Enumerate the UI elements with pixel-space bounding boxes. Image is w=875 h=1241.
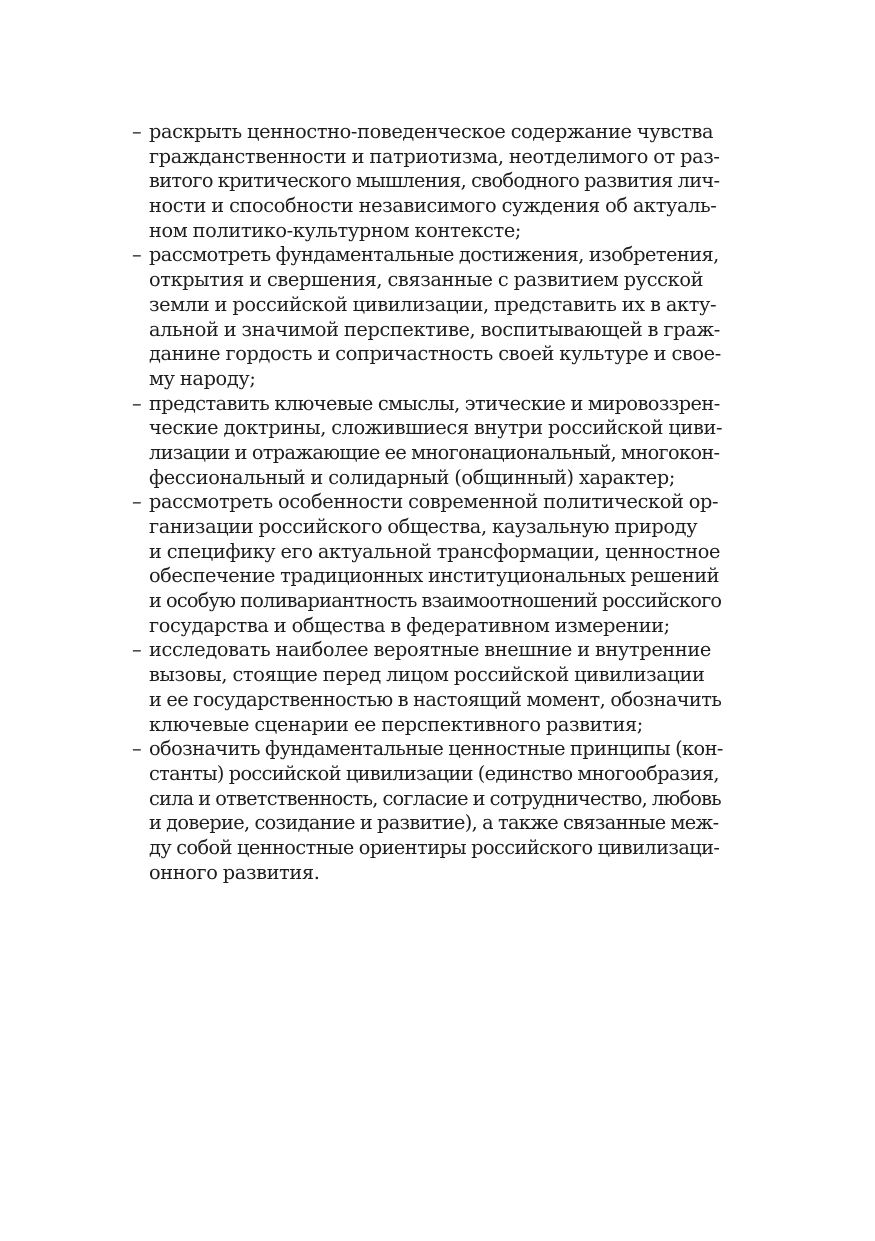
text-line: сила и ответственность, согласие и сотрудничество, любовь <box>149 786 721 810</box>
text-line: ключевые сценарии ее перспективного развития; <box>149 712 643 736</box>
list-item <box>132 638 722 737</box>
text-line: альной и значимой перспективе, воспитывающей в граж- <box>149 317 720 341</box>
text-line: исследовать наиболее вероятные внешние и внутренние <box>149 638 711 662</box>
bullet-list <box>132 120 722 885</box>
list-dash: – <box>132 120 142 143</box>
list-item <box>132 490 722 638</box>
text-line: ном политико-культурном контексте; <box>149 218 522 242</box>
text-line: му народу; <box>149 366 256 390</box>
list-dash: – <box>132 490 142 514</box>
text-line: онного развития. <box>149 860 320 884</box>
text-line: земли и российской цивилизации, представить их в акту- <box>149 292 717 316</box>
text-line: рассмотреть фундаментальные достижения, изобретения, <box>149 243 719 267</box>
list-item <box>132 737 722 885</box>
text-line: и особую поливариантность взаимоотношений российского <box>149 589 722 613</box>
text-line: и доверие, созидание и развитие), а также связанные меж- <box>149 811 719 835</box>
text-line: рассмотреть особенности современной политической ор- <box>149 490 719 514</box>
text-line: представить ключевые смыслы, этические и мировоззрен- <box>149 391 720 415</box>
text-line: витого критического мышления, свободного развития лич- <box>149 169 720 193</box>
text-line: ческие доктрины, сложившиеся внутри российской циви- <box>149 416 723 440</box>
text-line: данине гордость и сопричастность своей культуре и свое- <box>149 342 721 366</box>
list-item <box>132 120 722 243</box>
text-line: вызовы, стоящие перед лицом российской цивилизации <box>149 663 705 687</box>
text-line: лизации и отражающие ее многонациональный, многокон- <box>149 440 720 464</box>
text-line: ду собой ценностные ориентиры российского цивилизаци- <box>149 835 720 859</box>
text-line: ности и способности независимого суждения об актуаль- <box>149 194 717 218</box>
text-line: гражданственности и патриотизма, неотделимого от раз- <box>149 144 720 168</box>
list-item <box>132 243 722 391</box>
text-line: станты) российской цивилизации (единство многообразия, <box>149 761 719 785</box>
list-dash: – <box>132 737 142 761</box>
text-line: обеспечение традиционных институциональных решений <box>149 564 720 588</box>
text-line: государства и общества в федеративном измерении; <box>149 613 670 637</box>
list-dash: – <box>132 391 142 415</box>
text-line: ганизации российского общества, каузальную природу <box>149 515 698 538</box>
text-line: фессиональный и солидарный (общинный) характер; <box>149 465 675 489</box>
list-dash: – <box>132 243 142 267</box>
text-line: и ее государственностью в настоящий момент, обозначить <box>149 687 722 711</box>
list-dash: – <box>132 638 142 662</box>
text-line: раскрыть ценностно-поведенческое содержание чувства <box>149 120 714 143</box>
text-line: открытия и свершения, связанные с развитием русской <box>149 268 704 292</box>
list-item <box>132 392 722 491</box>
text-line: и специфику его актуальной трансформации, ценностное <box>149 539 721 563</box>
text-line: обозначить фундаментальные ценностные принципы (кон- <box>149 737 723 761</box>
